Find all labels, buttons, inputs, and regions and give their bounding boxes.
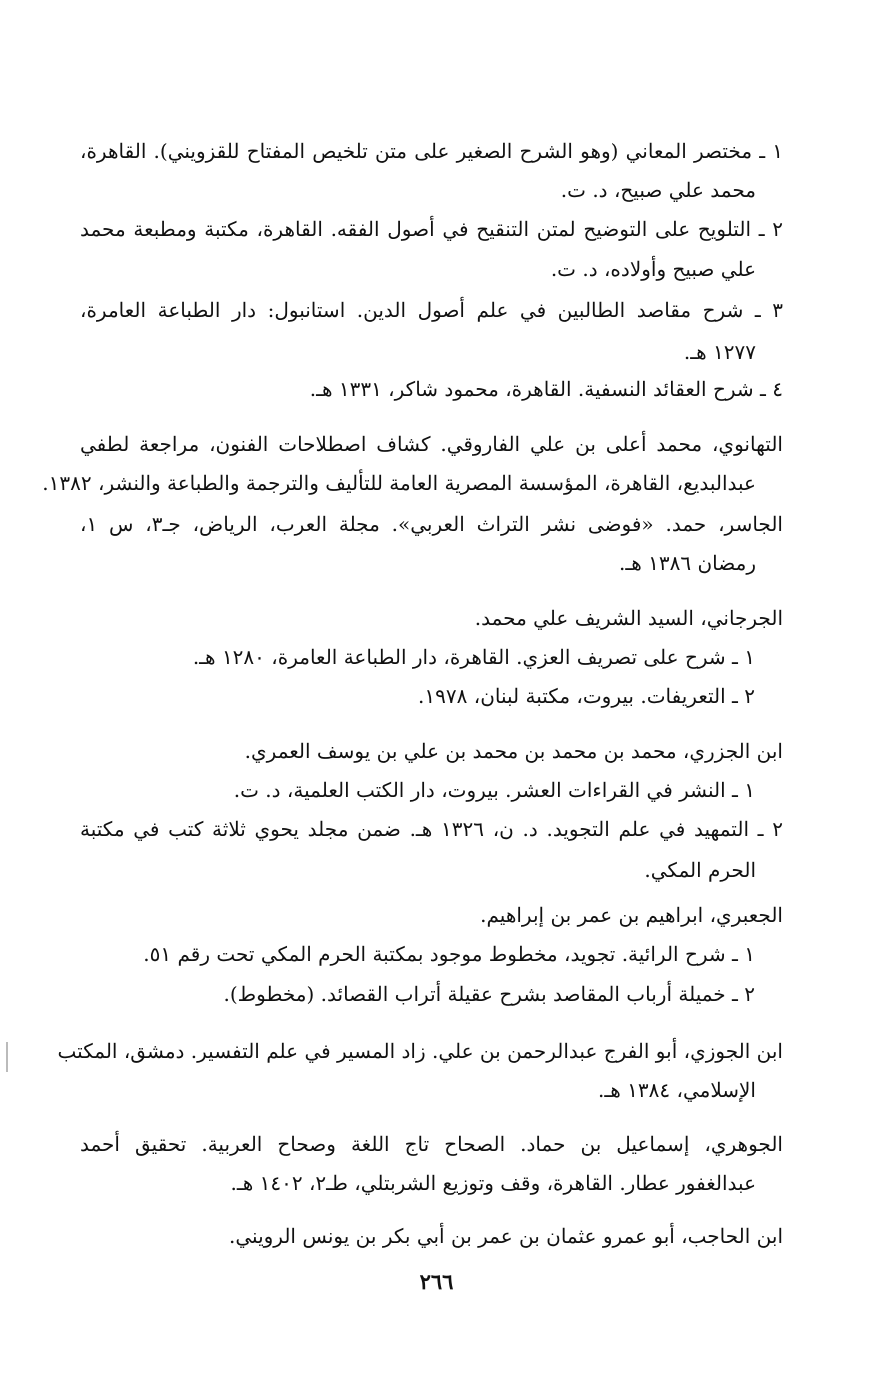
text-line: ٢ ـ التمهيد في علم التجويد. د. ن، ١٣٢٦ هـ. ضمن مجلد يحوي ثلاثة كتب في مكتبة — [80, 817, 783, 841]
text-line: محمد علي صبيح، د. ت. — [560, 178, 756, 202]
text-line: عبدالبديع، القاهرة، المؤسسة المصرية العامة للتأليف والترجمة والطباعة والنشر، ١٣٨٢. — [42, 471, 756, 495]
text-line: الحرم المكي. — [644, 858, 756, 882]
text-line: ١ ـ مختصر المعاني (وهو الشرح الصغير على متن تلخيص المفتاح للقزويني). القاهرة، — [80, 139, 783, 163]
text-line: عبدالغفور عطار. القاهرة، وقف وتوزيع الشربتلي، طـ٢، ١٤٠٢ هـ. — [230, 1171, 756, 1195]
text-line: ٣ ـ شرح مقاصد الطالبين في علم أصول الدين. استانبول: دار الطباعة العامرة، — [80, 298, 783, 322]
text-line: ٢ ـ خميلة أرباب المقاصد بشرح عقيلة أتراب القصائد. (مخطوط). — [223, 982, 755, 1006]
text-line: ٤ ـ شرح العقائد النسفية. القاهرة، محمود شاكر، ١٣٣١ هـ. — [309, 377, 783, 401]
text-line: الجعبري، ابراهيم بن عمر بن إبراهيم. — [480, 903, 783, 927]
text-line: علي صبيح وأولاده، د. ت. — [550, 257, 756, 281]
text-line: ابن الجزري، محمد بن محمد بن محمد بن علي بن يوسف العمري. — [244, 739, 783, 763]
text-line: ١ ـ شرح الرائية. تجويد، مخطوط موجود بمكتبة الحرم المكي تحت رقم ٥١. — [143, 942, 755, 966]
page-number: ٢٦٦ — [419, 1269, 454, 1294]
text-line: ١ ـ شرح على تصريف العزي. القاهرة، دار الطباعة العامرة، ١٢٨٠ هـ. — [192, 645, 755, 669]
text-line: ١ ـ النشر في القراءات العشر. بيروت، دار الكتب العلمية، د. ت. — [233, 778, 755, 802]
margin-mark — [6, 1042, 8, 1072]
text-line: الجوهري، إسماعيل بن حماد. الصحاح تاج اللغة وصحاح العربية. تحقيق أحمد — [80, 1132, 783, 1156]
text-line: الجرجاني، السيد الشريف علي محمد. — [474, 606, 783, 630]
text-line: ابن الحاجب، أبو عمرو عثمان بن عمر بن أبي بكر بن يونس الرويني. — [229, 1224, 783, 1248]
text-line: التهانوي، محمد أعلى بن علي الفاروقي. كشاف اصطلاحات الفنون، مراجعة لطفي — [80, 432, 783, 456]
text-line: ٢ ـ التعريفات. بيروت، مكتبة لبنان، ١٩٧٨. — [418, 684, 755, 708]
text-line: ٢ ـ التلويح على التوضيح لمتن التنقيح في أصول الفقه. القاهرة، مكتبة ومطبعة محمد — [80, 217, 783, 241]
text-line: الإسلامي، ١٣٨٤ هـ. — [598, 1078, 756, 1102]
text-line: ١٢٧٧ هـ. — [683, 340, 756, 364]
text-line: الجاسر، حمد. «فوضى نشر التراث العربي». مجلة العرب، الرياض، جـ٣، س ١، — [80, 512, 783, 536]
text-line: رمضان ١٣٨٦ هـ. — [619, 551, 756, 575]
text-line: ابن الجوزي، أبو الفرج عبدالرحمن بن علي. زاد المسير في علم التفسير. دمشق، المكتب — [57, 1039, 783, 1063]
